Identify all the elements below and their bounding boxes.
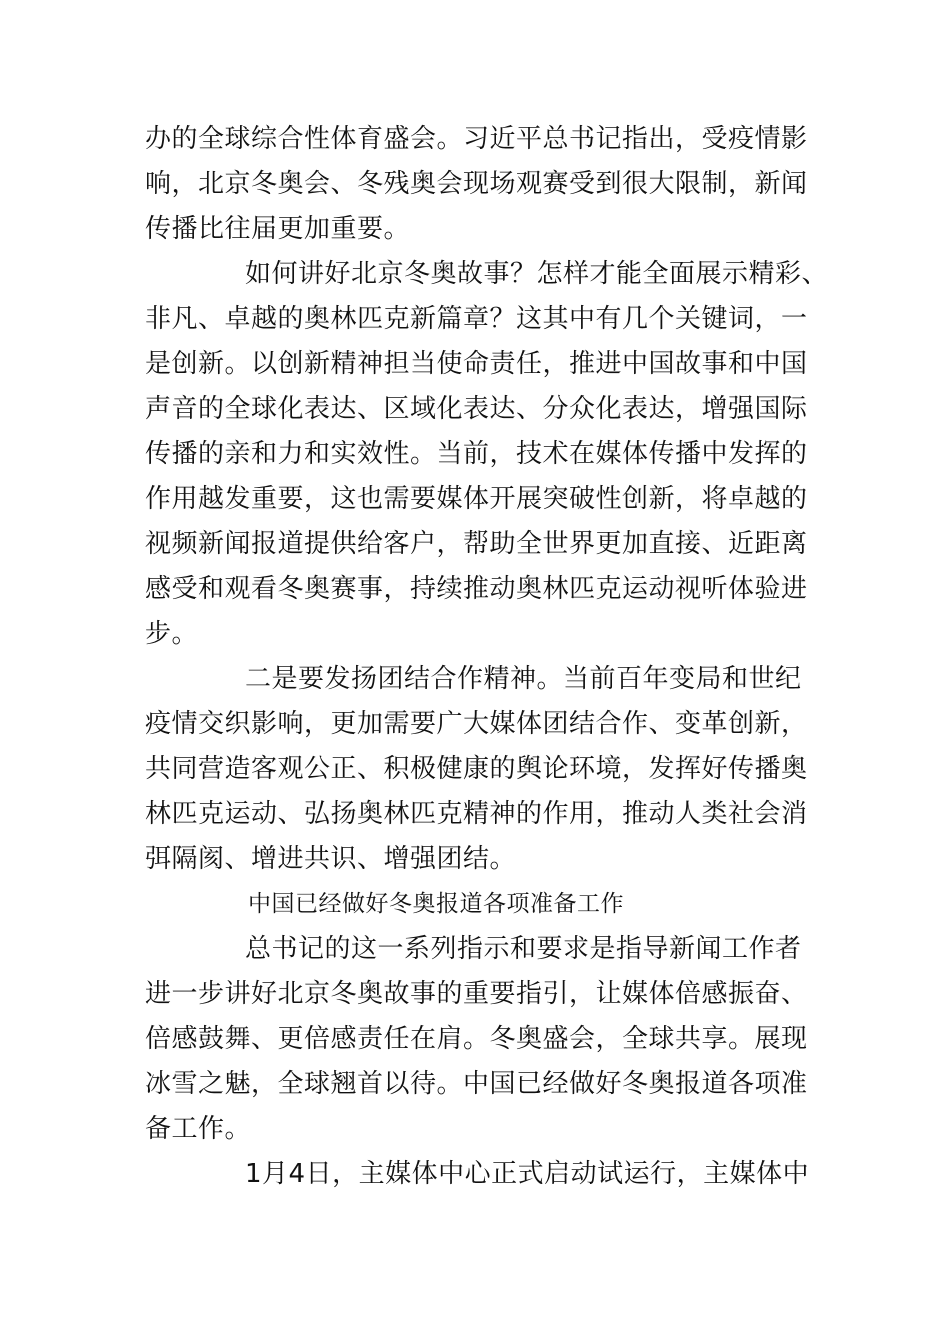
- text-line-22: 冰雪之魅，全球翘首以待。中国已经做好冬奥报道各项准: [145, 1069, 808, 1099]
- text-line-9: 作用越发重要，这也需要媒体开展突破性创新，将卓越的: [145, 484, 808, 514]
- text-line-10: 视频新闻报道提供给客户，帮助全世界更加直接、近距离: [145, 529, 808, 559]
- text-line-2: 响，北京冬奥会、冬残奥会现场观赛受到很大限制，新闻: [145, 169, 808, 199]
- text-line-3: 传播比往届更加重要。: [145, 214, 411, 244]
- text-line-17: 弭隔阂、增进共识、增强团结。: [145, 844, 517, 874]
- text-line-14: 疫情交织影响，更加需要广大媒体团结合作、变革创新，: [145, 709, 808, 739]
- paragraph-2-first-line: 如何讲好北京冬奥故事？怎样才能全面展示精彩、: [245, 259, 829, 289]
- text-line-16: 林匹克运动、弘扬奥林匹克精神的作用，推动人类社会消: [145, 799, 808, 829]
- text-line-6: 是创新。以创新精神担当使命责任，推进中国故事和中国: [145, 349, 808, 379]
- text-line-20: 进一步讲好北京冬奥故事的重要指引，让媒体倍感振奋、: [145, 979, 808, 1009]
- text-line-21: 倍感鼓舞、更倍感责任在肩。冬奥盛会，全球共享。展现: [145, 1024, 808, 1054]
- paragraph-3-first-line: 二是要发扬团结合作精神。当前百年变局和世纪: [245, 664, 802, 694]
- text-line-5: 非凡、卓越的奥林匹克新篇章？这其中有几个关键词，一: [145, 304, 808, 334]
- text-line-23: 备工作。: [145, 1114, 252, 1144]
- text-line-11: 感受和观看冬奥赛事，持续推动奥林匹克运动视听体验进: [145, 574, 808, 604]
- text-line-12: 步。: [145, 619, 199, 649]
- text-line-1: 办的全球综合性体育盛会。习近平总书记指出，受疫情影: [145, 124, 808, 154]
- text-line-7: 声音的全球化表达、区域化表达、分众化表达，增强国际: [145, 394, 808, 424]
- text-line-15: 共同营造客观公正、积极健康的舆论环境，发挥好传播奥: [145, 754, 808, 784]
- section-heading: 中国已经做好冬奥报道各项准备工作: [248, 891, 624, 917]
- paragraph-5-first-line: 1月4日，主媒体中心正式启动试运行，主媒体中: [245, 1159, 810, 1189]
- text-line-8: 传播的亲和力和实效性。当前，技术在媒体传播中发挥的: [145, 439, 808, 469]
- paragraph-4-first-line: 总书记的这一系列指示和要求是指导新闻工作者: [245, 934, 802, 964]
